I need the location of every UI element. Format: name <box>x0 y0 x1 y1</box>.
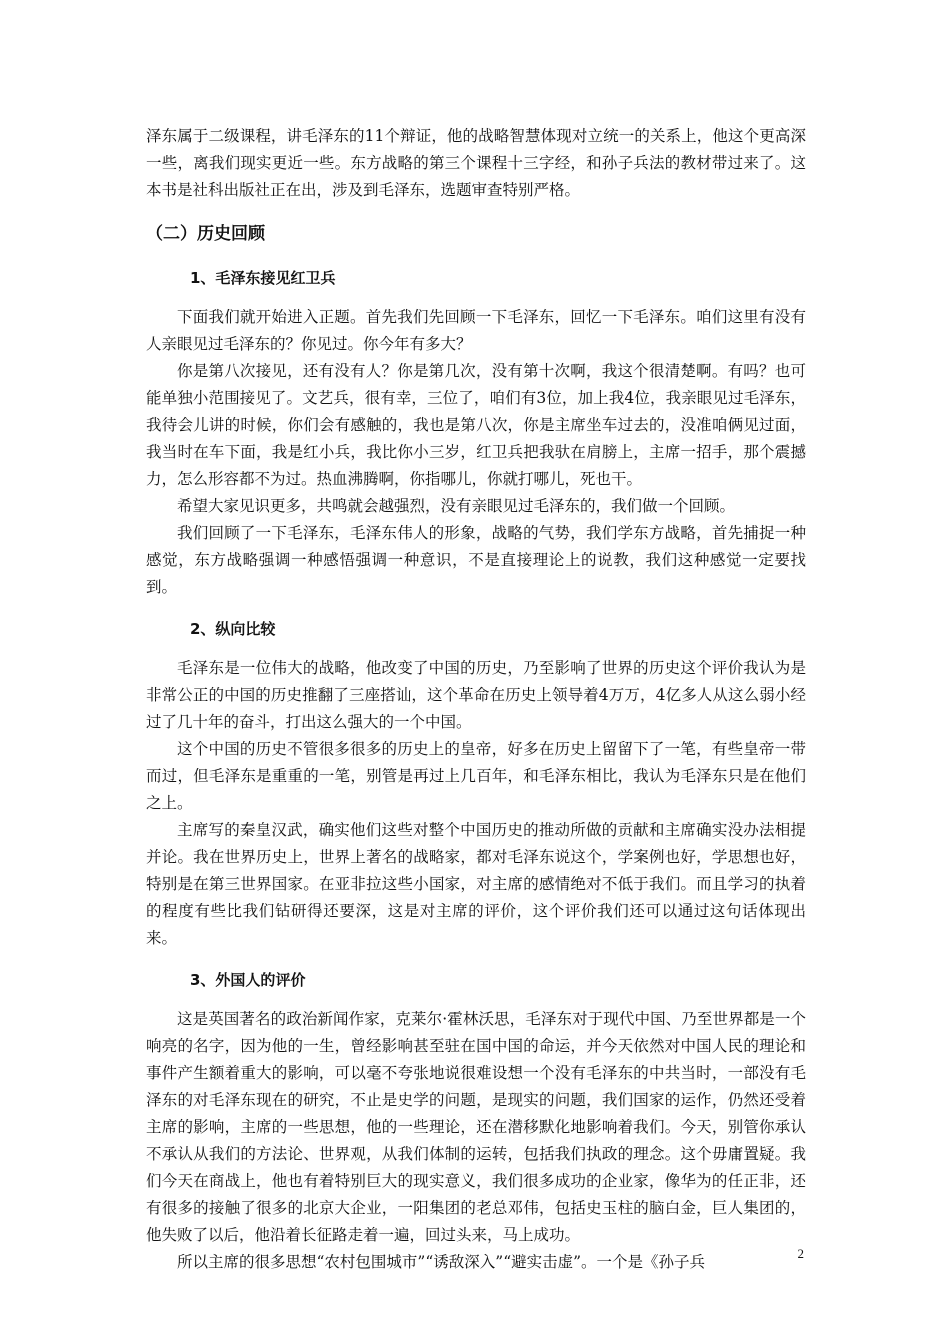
paragraph: 所以主席的很多思想“农村包围城市”“诱敌深入”“避实击虚”。一个是《孙子兵 <box>177 1253 706 1271</box>
page-number: 2 <box>797 1246 804 1261</box>
document-body <box>146 123 806 1276</box>
paragraph: 我们回顾了一下毛泽东，毛泽东伟人的形象，战略的气势，我们学东方战略，首先捕捉一种感觉，东方战略强调一种感悟强调一种意识，不是直接理论上的说教，我们这种感觉一定要找到。 <box>146 524 806 596</box>
paragraph: 主席写的秦皇汉武，确实他们这些对整个中国历史的推动所做的贡献和主席确实没办法相提并论。我在世界历史上，世界上著名的战略家，都对毛泽东说这个，学案例也好，学思想也好，特别是在第三世界国家。在亚非拉这些小国家，对主席的感情绝对不低于我们。而且学习的执着的程度有些比我们钻研得还要深，这是对主席的评价，这个评价我们还可以通过这句话体现出来。 <box>146 821 806 947</box>
subsection-heading-3: 3、外国人的评价 <box>190 971 306 989</box>
paragraph: 下面我们就开始进入正题。首先我们先回顾一下毛泽东，回忆一下毛泽东。咱们这里有没有人亲眼见过毛泽东的？你见过。你今年有多大？ <box>146 308 806 353</box>
opening-paragraph: 泽东属于二级课程，讲毛泽东的11个辩证，他的战略智慧体现对立统一的关系上，他这个更高深一些，离我们现实更近一些。东方战略的第三个课程十三字经，和孙子兵法的教材带过来了。这本书是社科出版社正在出，涉及到毛泽东，选题审查特别严格。 <box>146 127 806 199</box>
paragraph: 这个中国的历史不管很多很多的历史上的皇帝，好多在历史上留留下了一笔，有些皇帝一带而过，但毛泽东是重重的一笔，别管是再过上几百年，和毛泽东相比，我认为毛泽东只是在他们之上。 <box>146 740 806 812</box>
section-heading: （二）历史回顾 <box>146 224 265 244</box>
subsection-heading-1: 1、毛泽东接见红卫兵 <box>190 269 336 287</box>
paragraph: 这是英国著名的政治新闻作家，克莱尔·霍林沃思，毛泽东对于现代中国、乃至世界都是一个响亮的名字，因为他的一生，曾经影响甚至驻在国中国的命运，并今天依然对中国人民的理论和事件产生额着重大的影响，可以毫不夸张地说很难设想一个没有毛泽东的中共当时，一部没有毛泽东的对毛泽东现在的研究，不止是史学的问题，是现实的问题，我们国家的运作，仍然还受着主席的影响，主席的一些思想，他的一些理论，还在潜移默化地影响着我们。今天，别管你承认不承认从我们的方法论、世界观，从我们体制的运转，包括我们执政的理念。这个毋庸置疑。我们今天在商战上，他也有着特别巨大的现实意义，我们很多成功的企业家，像华为的任正非，还有很多的接触了很多的北京大企业，一阳集团的老总邓伟，包括史玉柱的脑白金，巨人集团的，他失败了以后，他沿着长征路走着一遍，回过头来，马上成功。 <box>146 1010 806 1244</box>
paragraph: 毛泽东是一位伟大的战略，他改变了中国的历史，乃至影响了世界的历史这个评价我认为是非常公正的中国的历史推翻了三座搭讪，这个革命在历史上领导着4万万，4亿多人从这么弱小经过了几十年的奋斗，打出这么强大的一个中国。 <box>146 659 806 731</box>
paragraph: 你是第八次接见，还有没有人？你是第几次，没有第十次啊，我这个很清楚啊。有吗？也可能单独小范围接见了。文艺兵，很有幸，三位了，咱们有3位，加上我4位，我亲眼见过毛泽东，我待会儿讲的时候，你们会有感触的，我也是第八次，你是主席坐车过去的，没准咱俩见过面，我当时在车下面，我是红小兵，我比你小三岁，红卫兵把我驮在肩膀上，主席一招手，那个震撼力，怎么形容都不为过。热血沸腾啊，你指哪儿，你就打哪儿，死也干。 <box>146 362 806 488</box>
paragraph: 希望大家见识更多，共鸣就会越强烈，没有亲眼见过毛泽东的，我们做一个回顾。 <box>177 497 736 515</box>
subsection-heading-2: 2、纵向比较 <box>190 620 276 638</box>
